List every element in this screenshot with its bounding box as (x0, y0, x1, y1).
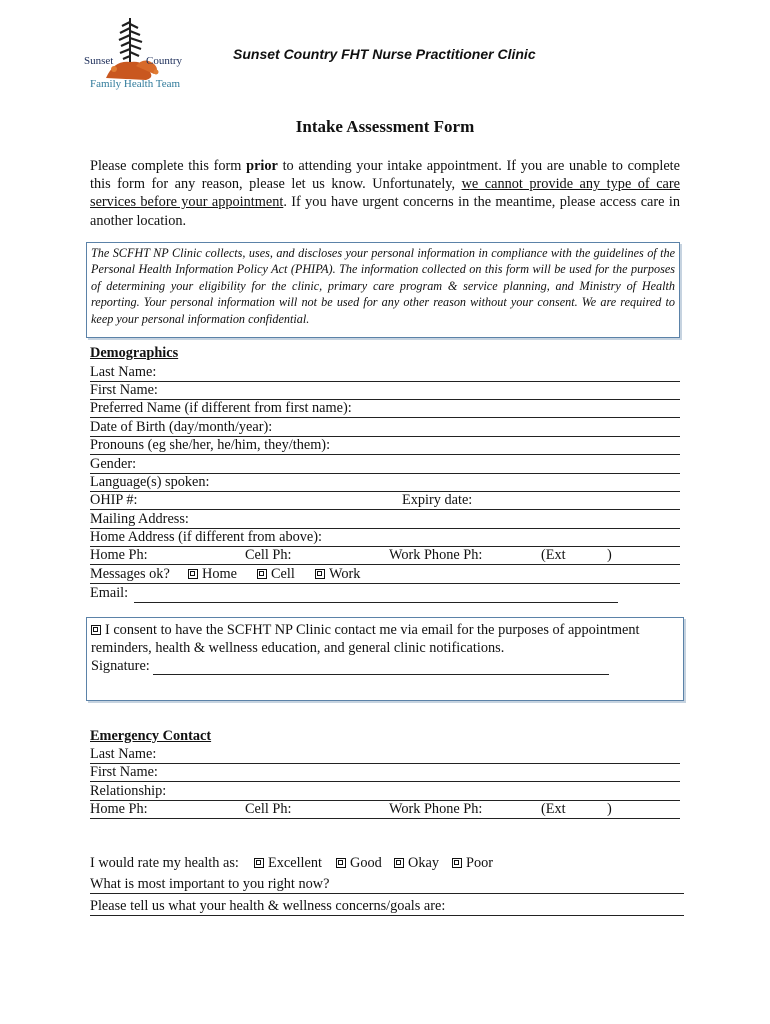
pronouns-field[interactable] (90, 437, 680, 455)
ec-relationship-label: Relationship: (90, 783, 167, 799)
rate-poor-label: Poor (466, 855, 494, 871)
first-name-label: First Name: (90, 382, 158, 398)
ec-cell-ph-label: Cell Ph: (245, 801, 292, 817)
gender-field[interactable] (90, 456, 680, 474)
mailing-address-field[interactable] (90, 511, 680, 529)
rate-poor-checkbox[interactable] (452, 858, 462, 868)
privacy-notice-box (86, 242, 680, 338)
intro-text-3: . If you have urgent concerns in the meantime, please access care in another location. (90, 194, 680, 229)
cell-ph-label: Cell Ph: (245, 547, 292, 563)
email-consent-box (86, 617, 684, 701)
msg-cell-checkbox[interactable] (257, 569, 267, 579)
form-title: Intake Assessment Form (295, 117, 475, 136)
consent-row (91, 621, 679, 657)
rate-excellent-checkbox[interactable] (254, 858, 264, 868)
ec-last-name-label: Last Name: (90, 746, 157, 762)
ec-first-name-field[interactable] (90, 764, 680, 782)
intro-text-1: Please complete this form (90, 158, 247, 174)
ec-first-name-label: First Name: (90, 764, 158, 780)
msg-work-option[interactable] (315, 566, 360, 583)
dob-field[interactable] (90, 419, 680, 437)
expiry-label: Expiry date: (402, 492, 473, 508)
last-name-label: Last Name: (90, 364, 157, 380)
last-name-field[interactable] (90, 364, 680, 382)
ec-home-ph-label: Home Ph: (90, 801, 148, 817)
work-ph-label: Work Phone Ph: (389, 547, 483, 563)
health-rating-label: I would rate my health as: (90, 855, 239, 871)
health-rating-row (90, 855, 684, 873)
messages-ok-row (90, 566, 680, 584)
signature-label: Signature: (91, 658, 150, 674)
rate-good-label: Good (350, 855, 382, 871)
logo-word-sunset: Sunset (84, 55, 114, 67)
dob-label: Date of Birth (day/month/year): (90, 419, 273, 435)
gender-label: Gender: (90, 456, 137, 472)
preferred-name-field[interactable] (90, 400, 680, 418)
rate-poor-option[interactable] (452, 855, 493, 872)
ext-open-label: (Ext (541, 547, 566, 563)
phone-field[interactable] (90, 547, 680, 565)
first-name-field[interactable] (90, 382, 680, 400)
home-address-field[interactable] (90, 529, 680, 547)
intro-underline: we cannot provide any type of care services before your appointment (90, 176, 680, 211)
rate-okay-label: Okay (408, 855, 439, 871)
ec-last-name-field[interactable] (90, 746, 680, 764)
rate-good-checkbox[interactable] (336, 858, 346, 868)
concerns-label: Please tell us what your health & wellness concerns/goals are: (90, 898, 446, 914)
preferred-name-label: Preferred Name (if different from first name): (90, 400, 352, 416)
email-field[interactable] (134, 585, 618, 603)
ohip-field[interactable] (90, 492, 680, 510)
pronouns-label: Pronouns (eg she/her, he/him, they/them): (90, 437, 331, 453)
email-label: Email: (90, 585, 129, 601)
ec-work-ph-label: Work Phone Ph: (389, 801, 483, 817)
ohip-label: OHIP #: (90, 492, 138, 508)
rate-okay-checkbox[interactable] (394, 858, 404, 868)
intro-paragraph (90, 157, 680, 230)
rate-excellent-label: Excellent (268, 855, 322, 871)
rate-good-option[interactable] (336, 855, 382, 872)
languages-field[interactable] (90, 474, 680, 492)
msg-cell-option[interactable] (257, 566, 295, 583)
msg-work-label: Work (329, 566, 361, 582)
mailing-address-label: Mailing Address: (90, 511, 189, 527)
home-ph-label: Home Ph: (90, 547, 148, 563)
demographics-heading: Demographics (90, 345, 179, 361)
consent-checkbox[interactable] (91, 625, 101, 635)
rate-okay-option[interactable] (394, 855, 439, 872)
msg-home-option[interactable] (188, 566, 237, 583)
msg-cell-label: Cell (271, 566, 295, 582)
clinic-logo (84, 16, 194, 96)
logo-team-text: Family Health Team (90, 78, 181, 90)
rate-excellent-option[interactable] (254, 855, 322, 872)
privacy-notice-text: The SCFHT NP Clinic collects, uses, and discloses your personal information in compliance with the guidelines of the Personal Health Information Policy Act (PHIPA). The information collected on this form will be used for the purposes of determining your eligibility for the clinic, primary care program & service planning, and Ministry of Health reporting. Your personal information will not be used for any other reason without your consent. We are required to keep your personal information confidential. (91, 246, 675, 326)
emergency-heading: Emergency Contact (90, 728, 212, 744)
logo-word-country: Country (146, 55, 183, 67)
email-row (90, 585, 680, 603)
concerns-field[interactable] (90, 898, 684, 916)
intro-text-2: to attending your intake appointment. If you are unable to complete this form for any reason, please let us know. Unfortunately, (90, 158, 680, 193)
msg-home-checkbox[interactable] (188, 569, 198, 579)
ec-relationship-field[interactable] (90, 783, 680, 801)
ec-ext-open-label: (Ext (541, 801, 566, 817)
consent-text: I consent to have the SCFHT NP Clinic contact me via email for the purposes of appointment reminders, health & wellness education, and general clinic notifications. (91, 622, 640, 656)
signature-row (91, 657, 679, 675)
important-now-label: What is most important to you right now? (90, 876, 330, 892)
signature-field[interactable] (153, 660, 609, 675)
clinic-title: Sunset Country FHT Nurse Practitioner Clinic (233, 46, 536, 62)
messages-ok-label: Messages ok? (90, 566, 170, 582)
home-address-label: Home Address (if different from above): (90, 529, 322, 545)
ec-ext-close-label: ) (607, 801, 612, 817)
languages-label: Language(s) spoken: (90, 474, 210, 490)
ext-close-label: ) (607, 547, 612, 563)
intro-bold: prior (246, 158, 278, 174)
msg-work-checkbox[interactable] (315, 569, 325, 579)
important-now-field[interactable] (90, 876, 684, 894)
ec-phone-field[interactable] (90, 801, 680, 819)
msg-home-label: Home (202, 566, 237, 582)
